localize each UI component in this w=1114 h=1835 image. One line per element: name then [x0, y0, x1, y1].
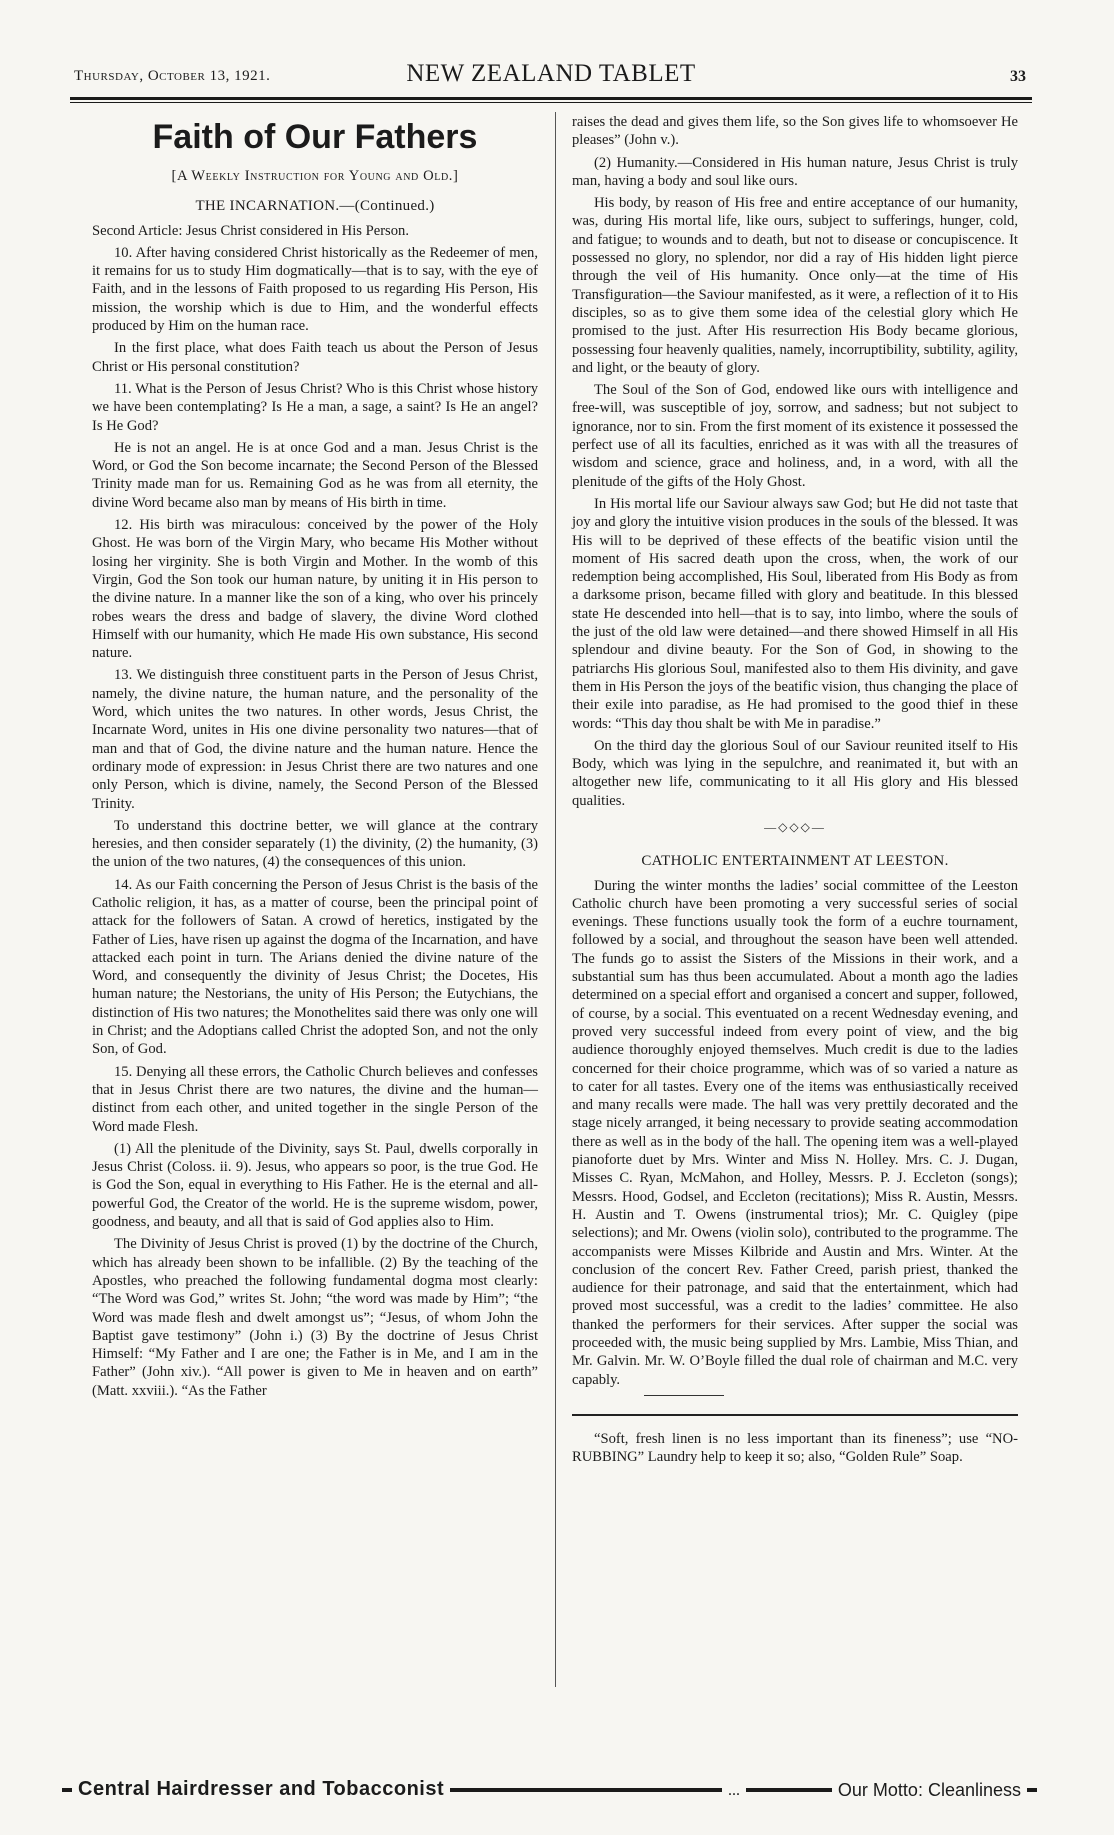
section-ornament: —◇◇◇— — [764, 819, 826, 834]
article-paragraph: 13. We distinguish three constituent parts in the Person of Jesus Christ, namely, the divine nature, the human nature, and the personality of the Word, which unites the two natures. In other words, Jesus Christ, the Incarnate Word, unites in His one divine personality two natures—that of man and that of God, the divine nature and the human nature. Hence the ordinary mode of expression: in Jesus Christ there are two natures and one only Person, which is divine, namely, the Second Person of the Blessed Trinity. — [92, 667, 538, 812]
footer-dots: ... — [722, 1782, 746, 1800]
article-paragraph: His body, by reason of His free and entire acceptance of our humanity, was, during His mortal life, like ours, subject to sufferings, hunger, cold, and fatigue; to wounds and to death, but not to disease or concupiscence. It possessed no glory, no splendor, nor did a ray of His hidden light pierce through the veil of His humanity. Once only—at the time of His Transfiguration—the Saviour manifested, as it were, a reflection of it to His disciples, so as to give them some idea of the celestial glory which He promised to the just. After His resurrection His Body became glorious, possessing four heavenly qualities, namely, incorruptibility, subtility, agility, and light, or the beauty of glory. — [572, 195, 1018, 376]
article-paragraph: Second Article: Jesus Christ considered in His Person. — [92, 222, 409, 239]
article-subtitle: THE INCARNATION.—(Continued.) — [195, 198, 435, 215]
right-column — [572, 113, 1018, 1470]
article-paragraph: 10. After having considered Christ historically as the Redeemer of men, it remains for us to study Him dogmatically—that is to say, with the eye of Faith, and in the lessons of Faith proposed to us regarding His Person, His mission, the worship which is due to Him, and the wonderful effects produced by Him on the human race. — [92, 244, 538, 335]
article-paragraph: On the third day the glorious Soul of our Saviour reunited itself to His Body, which was lying in the sepulchre, and reanimated it, but with an altogether new life, communicating to it all His glory and His blessed qualities. — [572, 737, 1018, 809]
article-paragraph: In His mortal life our Saviour always saw God; but He did not taste that joy and glory the intuitive vision produces in the souls of the blessed. It was His will to be deprived of these effects of the beatific vision until the moment of His sacred death upon the cross, when, the work of our redemption being accomplished, His Soul, liberated from His Body as from a darksome prison, became filled with glory and beatitude. In this blessed state He descended into hell—that is to say, into limbo, where the souls of the just of the old law were detained—and there showed Himself in all His splendour and divine beauty. For the Son of God, in showing to the patriarchs His glorious Soul, manifested also to them His divinity, and gave them in His Person the joys of the beatific vision, thus changing the place of their exile into paradise, as He had promised to the good thief in these words: “This day thou shalt be with Me in paradise.” — [572, 495, 1018, 732]
article-paragraph: The Divinity of Jesus Christ is proved (1) by the doctrine of the Church, which has already been shown to be infallible. (2) By the teaching of the Apostles, who preached the following fundamental dogma most clearly: “The Word was God,” writes St. John; “the word was made by Him”; “the Word was made flesh and dwelt amongst us”; “Jesus, of whom John the Baptist gave testimony” (John i.) (3) By the doctrine of Jesus Christ Himself: “My Father and I are one; the Father is in Me, and I am in the Father” (John xiv.). “All power is given to Me in heaven and on earth” (Matt. xxviii.). “As the Father — [92, 1236, 538, 1399]
footer-advert-left: Central Hairdresser and Tobacconist — [72, 1778, 450, 1801]
newspaper-title: NEW ZEALAND TABLET — [406, 60, 696, 87]
article-paragraph: (2) Humanity.—Considered in His human nature, Jesus Christ is truly man, having a body and soul like ours. — [572, 154, 1018, 189]
article-paragraph: 12. His birth was miraculous: conceived by the power of the Holy Ghost. He was born of the Virgin Mary, who became His Mother without losing her virginity. She is both Virgin and Mother. In the womb of this Virgin, God the Son took our human nature, by uniting it in His person to the divine nature. In a manner like the son of a king, who over his princely robes wears the dress and badge of slavery, the divine Word clothed Himself with our humanity, which He made His own substance, His second nature. — [92, 517, 538, 662]
article-title: Faith of Our Fathers — [152, 118, 478, 156]
left-column — [92, 113, 538, 1404]
article-paragraph: 15. Denying all these errors, the Catholic Church believes and confesses that in Jesus Christ there are two natures, the divine and the human—distinct from each other, and united together in the single Person of the Word made Flesh. — [92, 1063, 538, 1135]
short-divider — [644, 1395, 724, 1396]
footer-advert-band — [62, 1778, 1037, 1808]
article-paragraph: 11. What is the Person of Jesus Christ? Who is this Christ whose history we have been contemplating? Is He a man, a sage, a saint? Is He an angel? Is He God? — [92, 380, 538, 434]
article-paragraph: To understand this doctrine better, we will glance at the contrary heresies, and then consider separately (1) the divinity, (2) the humanity, (3) the union of the two natures, (4) the consequences of this union. — [92, 817, 538, 871]
footer-motto: Our Motto: Cleanliness — [832, 1780, 1027, 1801]
page-number: 33 — [1010, 68, 1026, 85]
leeston-title: CATHOLIC ENTERTAINMENT AT LEESTON. — [641, 853, 949, 870]
leeston-body: During the winter months the ladies’ social committee of the Leeston Catholic church have been promoting a very successful series of social evenings. These functions usually took the form of a euchre tournament, followed by a social, and throughout the season have been well attended. The funds go to assist the Sisters of the Missions in their work, and a substantial sum has thus been accumulated. About a month ago the ladies determined on a special effort and organised a concert and supper, followed, of course, by a social. This eventuated on a recent Wednesday evening, and proved very successful indeed from every point of view, and the big audience thoroughly enjoyed themselves. Much credit is due to the ladies concerned for their choice programme, which was of so varied a nature as to cater for all tastes. Every one of the items was enthusiastically received and many recalls were made. The hall was very prettily decorated and the stage nicely arranged, it being necessary to provide seating accommodation there as well as in the body of the hall. The opening item was a well-played pianoforte duet by Mrs. Winter and Miss N. Holley. Mrs. C. J. Dugan, Misses C. Ryan, McMahon, and Holley, Messrs. P. J. Eccleton (songs); Messrs. Hood, Godsel, and Eccleton (recitations); Miss R. Austin, Messrs. H. Austin and T. Owens (instrumental trios); Mr. C. Quigley (pipe selections); and Mr. Owens (violin solo), contributed to the programme. The accompanists were Misses Kilbride and Austin and Mrs. Winter. At the conclusion of the concert Rev. Father Creed, parish priest, thanked the audience for their patronage, and said that the entertainment, which had proved most successful, was a credit to the ladies’ committee. He also thanked the performers for their services. After supper the social was proceeded with, the music being supplied by Mrs. Lambie, Miss Thian, and Mr. Galvin. Mr. W. O’Boyle filled the dual role of chairman and M.C. very capably. — [572, 877, 1018, 1388]
masthead — [70, 58, 1032, 98]
article-paragraph: The Soul of the Son of God, endowed like ours with intelligence and free-will, was susceptible of joy, sorrow, and sadness; but not subject to ignorance, nor to sin. From the first moment of its existence it possessed the perfect use of all its faculties, enriched as it was with all the treasures of wisdom and science, grace and holiness, and, in a word, with all the plenitude of the gifts of the Holy Ghost. — [572, 382, 1018, 490]
article-paragraph: He is not an angel. He is at once God and a man. Jesus Christ is the Word, or God the Son become incarnate; the Second Person of the Blessed Trinity made man for us. Remaining God as he was from all eternity, the divine Word became also man by means of His birth in time. — [92, 439, 538, 511]
article-paragraph: 14. As our Faith concerning the Person of Jesus Christ is the basis of the Catholic religion, it has, as a matter of course, been the principal point of attack for the followers of Satan. A crowd of heretics, instigated by the Father of Lies, have risen up against the dogma of the Incarnation, and have attacked each point in turn. The Arians denied the divine nature of the Word, and consequently the divinity of Jesus Christ; the Docetes, His human nature; the Nestorians, the unity of His Person; the Eutychians, the distinction of His two natures; the Monothelites said there was only one will in Christ; and the Adoptians called Christ the adopted Son, and not the only Son, of God. — [92, 876, 538, 1058]
issue-date: Thursday, October 13, 1921. — [74, 68, 271, 84]
laundry-advert: “Soft, fresh linen is no less important than its fineness”; use “NO-RUBBING” Laundry help to keep it so; also, “Golden Rule” Soap. — [572, 1430, 1018, 1466]
header-rule — [70, 97, 1032, 100]
article-paragraph: raises the dead and gives them life, so the Son gives life to whomsoever He pleases” (John v.). — [572, 114, 1018, 149]
column-divider — [555, 112, 556, 1687]
article-paragraph: (1) All the plenitude of the Divinity, says St. Paul, dwells corporally in Jesus Christ (Coloss. ii. 9). Jesus, who appears so poor, is the true God. He is God the Son, equal in everything to His Father. He is the eternal and all-powerful God, the Creator of the world. He is the supreme wisdom, power, goodness, and beauty, and all that is said of God applies also to Him. — [92, 1140, 538, 1231]
article-instruction: [A Weekly Instruction for Young and Old.] — [171, 168, 459, 184]
header-rule-thin — [70, 102, 1032, 103]
advert-rule — [572, 1414, 1018, 1416]
article-paragraph: In the first place, what does Faith teach us about the Person of Jesus Christ or His personal constitution? — [92, 340, 538, 375]
